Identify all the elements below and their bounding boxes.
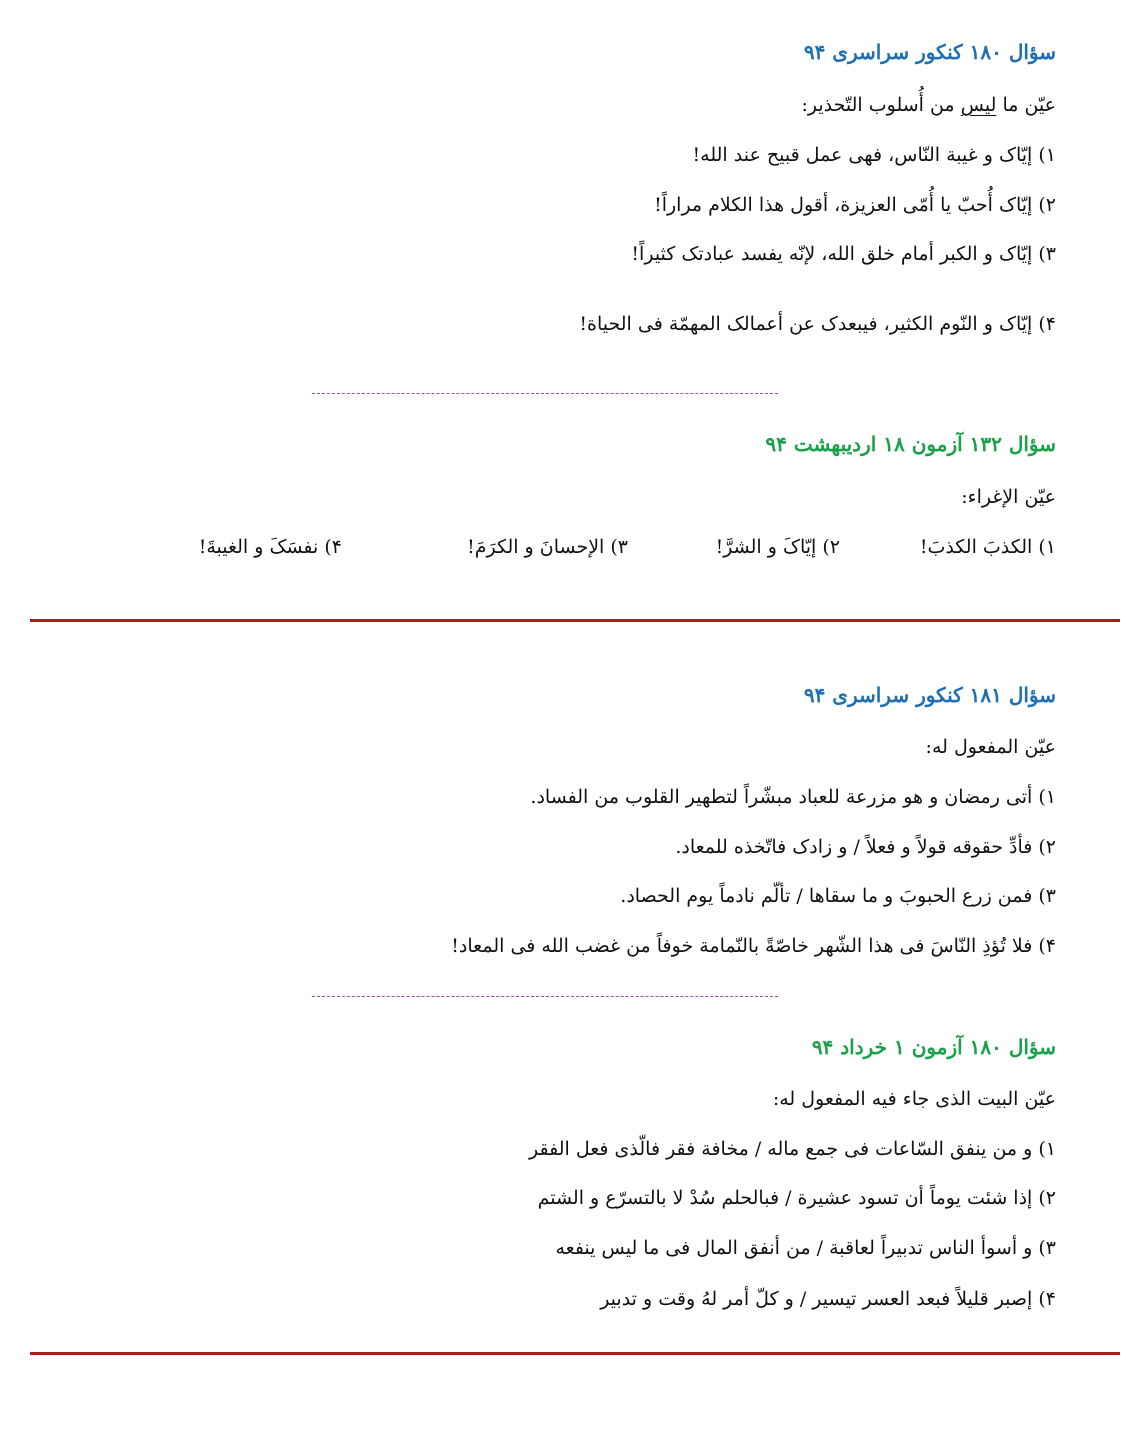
option-1: ۱) إیّاک و غیبة النّاس، فهی عمل قبیح عند الله! [692, 144, 1056, 166]
option-3: ۳) و أسوأ الناس تدبیراً لعاقبة / من أنفق المال فی ما لیس ینفعه [555, 1237, 1056, 1259]
option-1: ۱) و من ینفق السّاعات فی جمع ماله / مخافة فقر فالّذی فعل الفقر [529, 1138, 1056, 1160]
option-2: ۲) إذا شئت یوماً أن تسود عشیرة / فبالحلم سُدْ لا بالتسرّع و الشتم [537, 1187, 1056, 1209]
option-1: ۱) أتی رمضان و هو مزرعة للعباد مبشّراً لتطهیر القلوب من الفساد. [530, 786, 1056, 808]
option-2: ۲) إیّاک أُحبّ یا أُمّی العزیزة، أقول هذا الکلام مراراً! [654, 194, 1056, 216]
question-prompt: عیّن البیت الذی جاء فیه المفعول له: [772, 1088, 1056, 1110]
option-4: ۴) نفسَکَ و الغیبةَ! [198, 536, 342, 558]
option-2: ۲) إیّاکَ و الشرَّ! [715, 536, 840, 558]
section-separator [30, 1352, 1120, 1355]
question-title: سؤال ۱۸۰ آزمون ۱ خرداد ۹۴ [811, 1035, 1056, 1059]
prompt-text-end: من أُسلوب التّحذیر: [801, 94, 961, 116]
option-1: ۱) الکذبَ الکذبَ! [919, 536, 1056, 558]
section-separator [30, 619, 1120, 622]
prompt-text-start: عیّن ما [996, 94, 1056, 116]
option-4: ۴) إصبر قلیلاً فبعد العسر تیسیر / و کلّ أمر لهُ وقت و تدبیر [600, 1288, 1056, 1310]
question-prompt: عیّن المفعول له: [925, 736, 1056, 758]
option-3: ۳) الإحسانَ و الکرَمَ! [467, 536, 628, 558]
option-2: ۲) فأدِّ حقوقه قولاً و فعلاً / و زادک فاتّخذه للمعاد. [675, 836, 1056, 858]
question-title: سؤال ۱۸۰ کنکور سراسری ۹۴ [803, 40, 1056, 64]
option-4: ۴) إیّاک و النّوم الکثیر، فیبعدک عن أعمالک المهمّة فی الحیاة! [579, 313, 1056, 335]
dashed-divider [312, 996, 778, 997]
option-3: ۳) إیّاک و الکبر أمام خلق الله، لإنّه یفسد عبادتک کثیراً! [631, 243, 1056, 265]
question-prompt: عیّن الإغراء: [961, 486, 1056, 508]
inline-options-row [0, 534, 1144, 560]
option-3: ۳) فمن زرع الحبوبَ و ما سقاها / تألّم نادماً یوم الحصاد. [620, 885, 1056, 907]
option-4: ۴) فلا تُؤذِ النّاسَ فی هذا الشّهر خاصّةً بالنّمامة خوفاً من غضب الله فی المعاد! [451, 935, 1056, 957]
question-title: سؤال ۱۸۱ کنکور سراسری ۹۴ [803, 683, 1056, 707]
dashed-divider [312, 393, 778, 394]
prompt-underlined-word: لیس [960, 94, 997, 116]
question-title: سؤال ۱۳۲ آزمون ۱۸ اردیبهشت ۹۴ [765, 432, 1056, 456]
question-prompt [801, 92, 1056, 118]
